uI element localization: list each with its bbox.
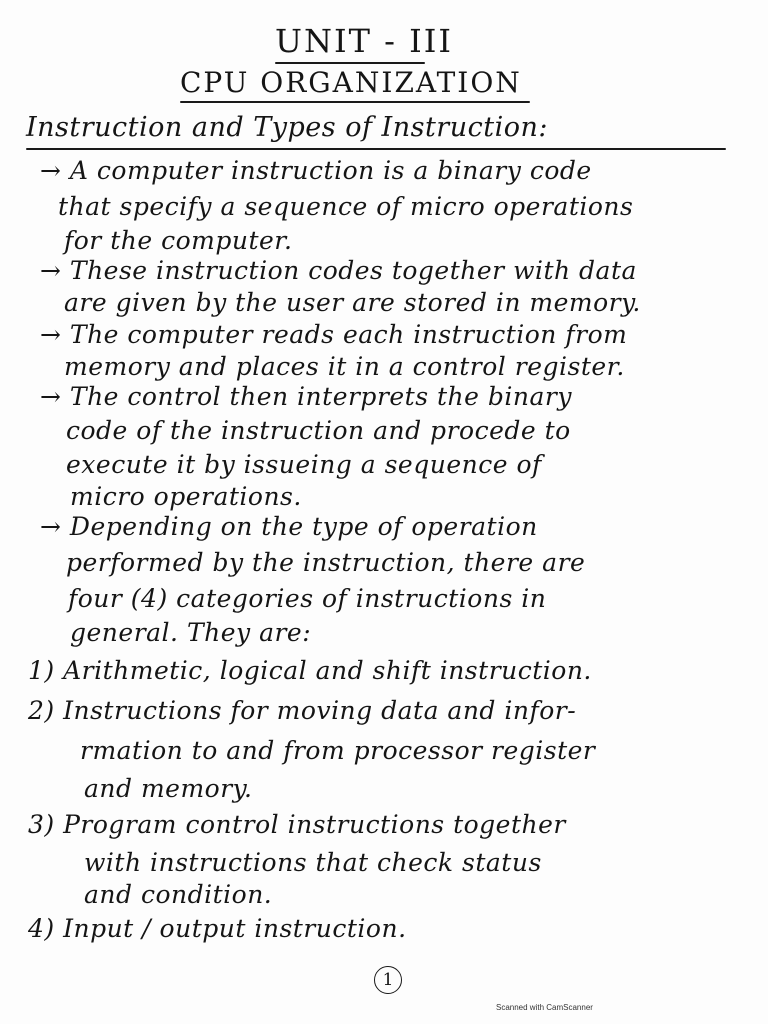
paragraph-line: → Depending on the type of operation — [40, 512, 538, 541]
paragraph-line: performed by the instruction, there are — [66, 548, 586, 577]
category-item-continuation: and memory. — [84, 774, 253, 803]
category-item: 2) Instructions for moving data and infor- — [28, 696, 577, 725]
category-item-continuation: and condition. — [84, 880, 273, 909]
paragraph-line: execute it by issueing a sequence of — [66, 450, 542, 479]
category-item: 1) Arithmetic, logical and shift instruction. — [28, 656, 592, 685]
paragraph-line: four (4) categories of instructions in — [68, 584, 547, 613]
paragraph-line: are given by the user are stored in memory. — [64, 288, 641, 317]
paragraph-line: micro operations. — [70, 482, 302, 511]
page-number-circle: 1 — [374, 966, 402, 994]
paragraph-line: that specify a sequence of micro operations — [58, 192, 634, 221]
paragraph-line: → The control then interprets the binary — [40, 382, 572, 411]
paragraph-line: code of the instruction and procede to — [66, 416, 571, 445]
paragraph-line: → A computer instruction is a binary code — [40, 156, 592, 185]
page-title-underline — [180, 101, 530, 103]
section-heading: Instruction and Types of Instruction: — [26, 112, 548, 143]
category-item: 4) Input / output instruction. — [28, 914, 407, 943]
paragraph-line: → The computer reads each instruction from — [40, 320, 628, 349]
paragraph-line: for the computer. — [64, 226, 293, 255]
unit-title-underline — [275, 62, 425, 64]
category-item: 3) Program control instructions together — [28, 810, 566, 839]
scanner-watermark: Scanned with CamScanner — [496, 1003, 593, 1012]
paragraph-line: general. They are: — [70, 618, 312, 647]
category-item-continuation: with instructions that check status — [84, 848, 542, 877]
unit-title: UNIT - III — [275, 22, 454, 60]
page-title: CPU ORGANIZATION — [180, 66, 522, 99]
paragraph-line: → These instruction codes together with data — [40, 256, 637, 285]
paragraph-line: memory and places it in a control register. — [64, 352, 625, 381]
category-item-continuation: rmation to and from processor register — [80, 736, 596, 765]
section-heading-underline — [26, 148, 726, 150]
